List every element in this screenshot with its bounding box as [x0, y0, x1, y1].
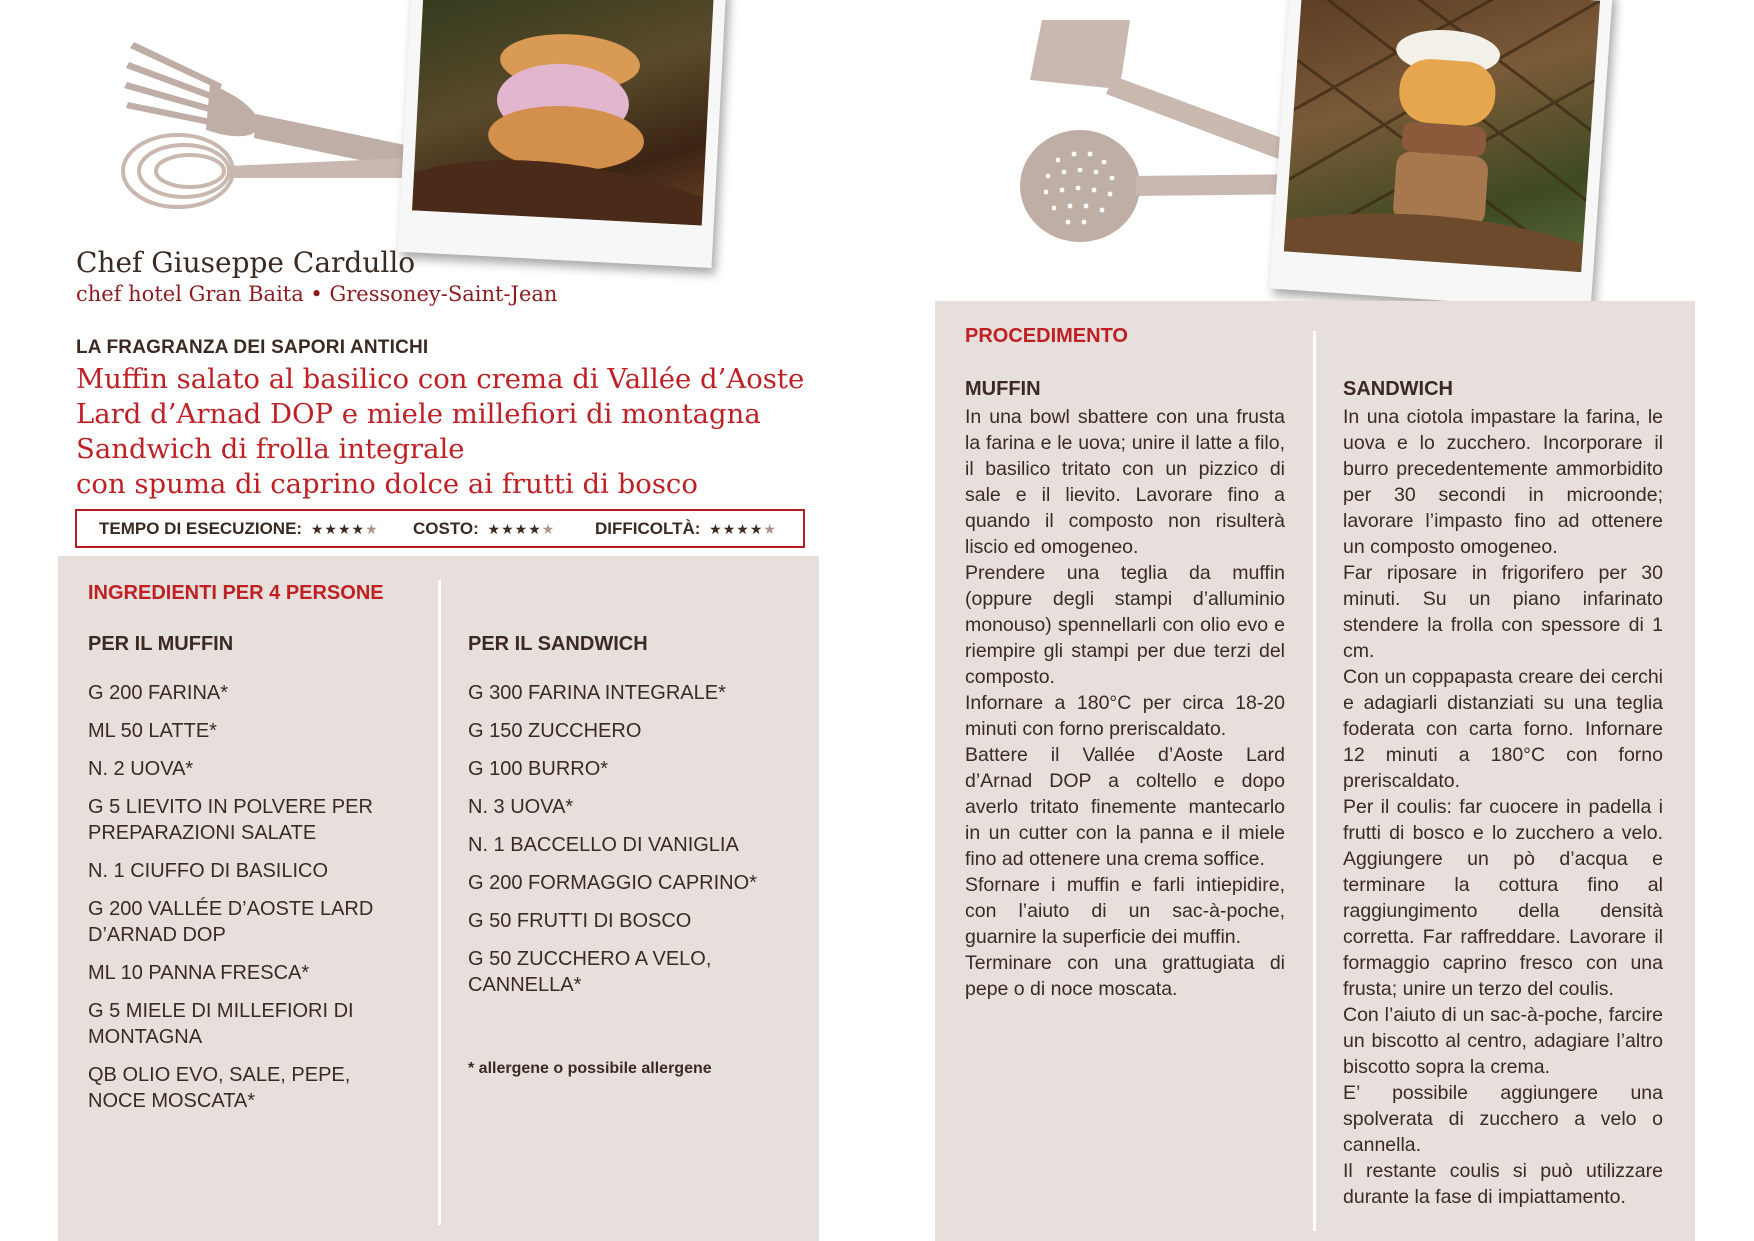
- list-item: G 5 MIELE DI MILLEFIORI DI MONTAGNA: [88, 1000, 354, 1048]
- procedure-heading: PROCEDIMENTO: [965, 325, 1128, 347]
- list-item: G 300 FARINA INTEGRALE*: [468, 682, 726, 704]
- list-item: G 200 FORMAGGIO CAPRINO*: [468, 872, 757, 894]
- star-filled-icon: ★: [324, 521, 338, 537]
- list-item: N. 3 UOVA*: [468, 796, 574, 818]
- star-rating-icon: [488, 521, 556, 537]
- star-filled-icon: ★: [736, 521, 750, 537]
- recipe-title-line: Lard d’Arnad DOP e miele millefiori di montagna: [76, 398, 761, 430]
- column-divider: [438, 580, 441, 1225]
- star-rating-icon: [709, 521, 777, 537]
- sandwich-photo-frame: [1269, 0, 1613, 311]
- list-item: G 150 ZUCCHERO: [468, 720, 642, 742]
- procedure-sandwich-heading: SANDWICH: [1343, 378, 1453, 400]
- procedure-sandwich-text: [1343, 404, 1663, 1210]
- procedure-muffin-text: [965, 404, 1285, 1002]
- recipe-title: [76, 362, 856, 502]
- star-empty-icon: ★: [763, 521, 777, 537]
- ingredients-panel: [58, 556, 819, 1241]
- paragraph: Infornare a 180°C per circa 18-20 minuti con forno preriscaldato.: [965, 692, 1285, 740]
- recipe-kicker: LA FRAGRANZA DEI SAPORI ANTICHI: [76, 337, 429, 358]
- list-item: N. 1 BACCELLO DI VANIGLIA: [468, 834, 739, 856]
- muffin-photo: [412, 0, 714, 225]
- ingredients-heading: INGREDIENTI PER 4 PERSONE: [88, 582, 384, 604]
- rating-label: DIFFICOLTÀ:: [595, 519, 701, 538]
- paragraph: Per il coulis: far cuocere in padella i frutti di bosco e lo zucchero a velo. Aggiungere un pò d’acqua e terminare la cottura fino al raggiungimento della densità corretta. Far raffreddare. Lavorare il formaggio caprino fresco con una frusta; unire un terzo del coulis.: [1343, 796, 1663, 1000]
- star-filled-icon: ★: [709, 521, 723, 537]
- list-item: ML 50 LATTE*: [88, 720, 217, 742]
- star-filled-icon: ★: [722, 521, 737, 537]
- list-item: N. 1 CIUFFO DI BASILICO: [88, 860, 329, 882]
- star-filled-icon: ★: [749, 521, 764, 537]
- paragraph: Con l’aiuto di un sac-à-poche, farcire un biscotto al centro, adagiare l’altro biscotto sopra la crema.: [1343, 1004, 1663, 1078]
- list-item: G 200 VALLÉE D’AOSTE LARD D’ARNAD DOP: [88, 898, 374, 946]
- star-empty-icon: ★: [365, 521, 379, 537]
- list-item: QB OLIO EVO, SALE, PEPE, NOCE MOSCATA*: [88, 1064, 351, 1112]
- rating-time: [99, 519, 379, 539]
- muffin-photo-frame: [398, 0, 726, 268]
- star-empty-icon: ★: [541, 521, 556, 537]
- paragraph: Far riposare in frigorifero per 30 minuti. Su un piano infarinato stendere la frolla con spessore di 1 cm.: [1343, 562, 1663, 662]
- star-filled-icon: ★: [487, 521, 502, 537]
- rating-label: COSTO:: [413, 519, 479, 538]
- paragraph: Terminare con una grattugiata di pepe o di noce moscata.: [965, 952, 1285, 1000]
- paragraph: Prendere una teglia da muffin (oppure degli stampi d’alluminio monouso) spennellarli con olio evo e riempire gli stampi per due terzi del composto.: [965, 562, 1285, 688]
- rating-cost: [413, 519, 555, 539]
- sandwich-photo: [1284, 0, 1600, 272]
- recipe-title-line: Sandwich di frolla integrale: [76, 433, 465, 465]
- allergen-note: * allergene o possibile allergene: [468, 1060, 712, 1077]
- list-item: ML 10 PANNA FRESCA*: [88, 962, 310, 984]
- recipe-title-line: con spuma di caprino dolce ai frutti di bosco: [76, 468, 698, 500]
- rating-difficulty: [595, 519, 777, 539]
- star-filled-icon: ★: [351, 521, 366, 537]
- rating-label: TEMPO DI ESECUZIONE:: [99, 519, 303, 538]
- sandwich-stack-image: [1284, 0, 1600, 272]
- paragraph: Battere il Vallée d’Aoste Lard d’Arnad DOP a coltello e dopo averlo tritato finemente mantecarlo in un cutter con la panna e il miele fino ad ottenere una crema soffice.: [965, 744, 1285, 870]
- list-item: G 50 FRUTTI DI BOSCO: [468, 910, 692, 932]
- paragraph: Con un coppapasta creare dei cerchi e adagiarli distanziati su una teglia foderata con carta forno. Infornare 12 minuti a 180°C con forno preriscaldato.: [1343, 666, 1663, 792]
- star-filled-icon: ★: [514, 521, 529, 537]
- muffin-sandwich-image: [412, 0, 714, 225]
- list-item: G 200 FARINA*: [88, 682, 229, 704]
- star-filled-icon: ★: [337, 521, 352, 537]
- star-filled-icon: ★: [501, 521, 515, 537]
- star-filled-icon: ★: [528, 521, 542, 537]
- list-item: G 100 BURRO*: [468, 758, 609, 780]
- paragraph: In una ciotola impastare la farina, le uova e lo zucchero. Incorporare il burro precedentemente ammorbidito per 30 secondi in microonde; lavorare l’impasto fino ad ottenere un composto omogeneo.: [1343, 406, 1663, 558]
- list-item: G 5 LIEVITO IN POLVERE PER PREPARAZIONI SALATE: [88, 796, 373, 844]
- star-rating-icon: [311, 521, 379, 537]
- muffin-ingredients-list: [88, 680, 413, 1126]
- whisk-icon: [118, 126, 418, 216]
- sandwich-ingredients-heading: PER IL SANDWICH: [468, 633, 648, 655]
- paragraph: E’ possibile aggiungere una spolverata di zucchero a velo o cannella.: [1343, 1082, 1663, 1156]
- recipe-title-line: Muffin salato al basilico con crema di Vallée d’Aoste: [76, 363, 805, 395]
- star-filled-icon: ★: [310, 521, 325, 537]
- chef-subtitle: chef hotel Gran Baita • Gressoney-Saint-Jean: [76, 282, 558, 306]
- paragraph: Sfornare i muffin e farli intiepidire, con l’aiuto di un sac-à-poche, guarnire la superficie dei muffin.: [965, 874, 1285, 948]
- procedure-panel: [935, 301, 1695, 1241]
- paragraph: In una bowl sbattere con una frusta la farina e le uova; unire il latte a filo, il basilico tritato con un pizzico di sale e il lievito. Lavorare fino a quando il composto non risulterà liscio ed omogeneo.: [965, 406, 1285, 558]
- muffin-ingredients-heading: PER IL MUFFIN: [88, 633, 234, 655]
- sandwich-ingredients-list: [468, 680, 788, 1010]
- list-item: N. 2 UOVA*: [88, 758, 194, 780]
- chef-name: Chef Giuseppe Cardullo: [76, 246, 416, 279]
- procedure-muffin-heading: MUFFIN: [965, 378, 1041, 400]
- list-item: G 50 ZUCCHERO A VELO, CANNELLA*: [468, 948, 712, 996]
- column-divider: [1313, 331, 1316, 1231]
- ratings-box: [75, 509, 805, 548]
- paragraph: Il restante coulis si può utilizzare durante la fase di impiattamento.: [1343, 1160, 1663, 1208]
